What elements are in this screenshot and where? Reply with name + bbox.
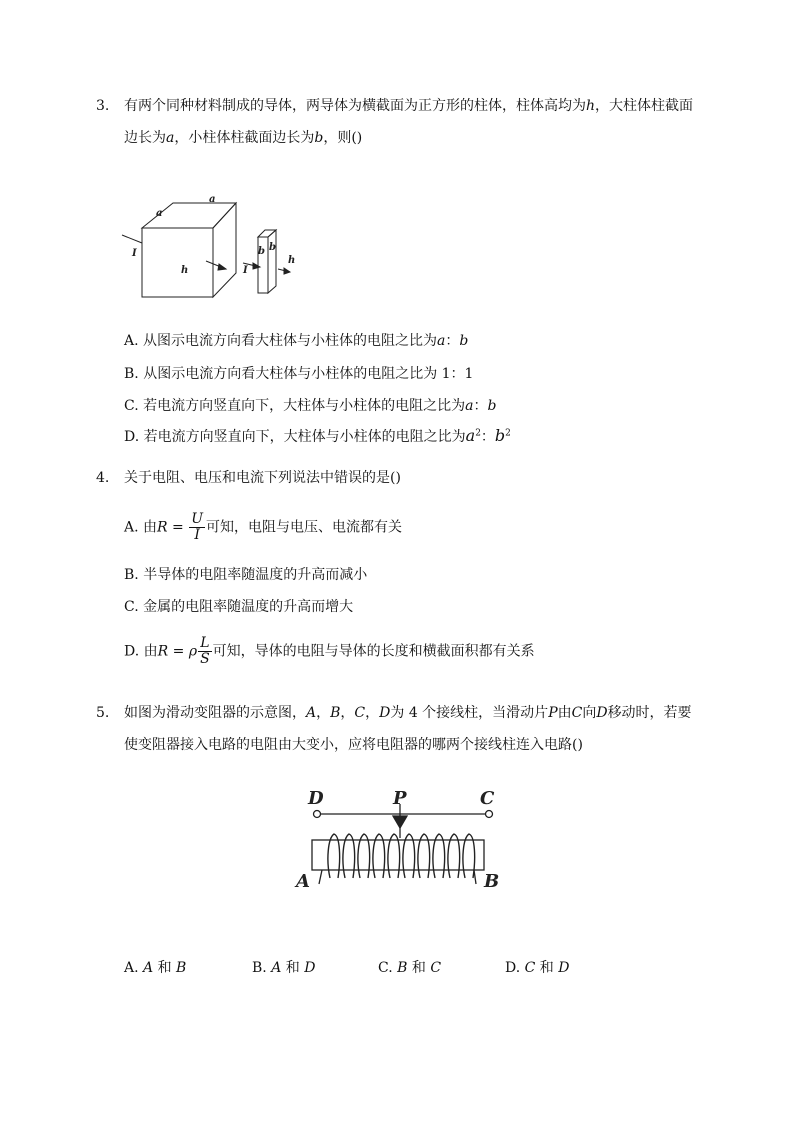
option-text: 金属的电阻率随温度的升高而增大 xyxy=(143,599,354,615)
option-and: 和 xyxy=(407,960,431,976)
q3-var-h: h xyxy=(586,98,596,114)
q5-var: A xyxy=(306,705,317,721)
fraction-denominator: I xyxy=(194,527,200,543)
option-label: B. xyxy=(252,960,267,976)
q4-option-a[interactable] xyxy=(124,512,402,543)
q4-stem: 关于电阻、电压和电流下列说法中错误的是() xyxy=(124,470,401,486)
q3-var-b: b xyxy=(314,130,324,146)
q5-stem-text: 由 xyxy=(557,705,572,721)
option-var: D xyxy=(558,960,570,976)
q5-sep: ， xyxy=(316,705,331,721)
option-text: 半导体的电阻率随温度的升高而减小 xyxy=(143,567,368,583)
option-text: 若电流方向竖直向下，大柱体与小柱体的电阻之比为 xyxy=(143,429,466,445)
rheostat-figure xyxy=(292,780,512,895)
option-and: 和 xyxy=(153,960,177,976)
q5-number: 5. xyxy=(96,705,110,721)
q5-option-c[interactable] xyxy=(378,957,441,977)
option-label: A. xyxy=(124,519,139,536)
option-var: b xyxy=(459,333,469,349)
label-b: B xyxy=(484,871,500,892)
label-h-small: h xyxy=(288,255,296,266)
option-text: 可知，电阻与电压、电流都有关 xyxy=(206,519,403,536)
option-label: C. xyxy=(378,960,393,976)
option-label: A. xyxy=(124,333,139,349)
option-label: D. xyxy=(505,960,521,976)
label-a-right: a xyxy=(209,194,216,205)
label-I-left: I xyxy=(132,248,137,259)
formula-eq: = xyxy=(168,643,189,660)
terminal-d xyxy=(314,811,321,818)
q4-number: 4. xyxy=(96,470,110,486)
arrow-head xyxy=(284,268,290,274)
q5-var: D xyxy=(379,705,391,721)
q5-var: P xyxy=(548,705,558,721)
option-label: B. xyxy=(124,366,139,382)
q4-option-c[interactable] xyxy=(124,596,353,616)
option-var: C xyxy=(430,960,442,976)
option-text: 由 xyxy=(143,519,158,536)
option-label: D. xyxy=(124,643,140,660)
small-prism-side xyxy=(268,230,276,293)
fraction-denominator: S xyxy=(200,651,210,667)
option-var: b xyxy=(487,398,497,414)
option-text: 可知，导体的电阻与导体的长度和横截面积都有关系 xyxy=(212,643,535,660)
q3-number: 3. xyxy=(96,98,110,114)
option-var: B xyxy=(176,960,187,976)
option-var: A xyxy=(271,960,282,976)
terminal-c xyxy=(486,811,493,818)
q3-stem-text: 有两个同种材料制成的导体，两导体为横截面为正方形的柱体，柱体高均为 xyxy=(124,98,586,114)
q4-option-d[interactable] xyxy=(124,636,535,667)
q3-option-d[interactable] xyxy=(124,426,511,446)
option-label: C. xyxy=(124,398,139,414)
label-c: C xyxy=(480,788,495,809)
q5-var: D xyxy=(596,705,608,721)
q5-option-b[interactable] xyxy=(252,957,315,977)
label-b-left: b xyxy=(258,246,265,257)
small-prism-top xyxy=(258,230,276,237)
formula-rho: ρ xyxy=(188,643,198,660)
option-label: B. xyxy=(124,567,139,583)
option-var: B xyxy=(397,960,408,976)
q3-option-b[interactable] xyxy=(124,363,473,383)
q4-option-b[interactable] xyxy=(124,564,367,584)
label-I-mid: I xyxy=(243,265,248,276)
option-sep: ： xyxy=(445,333,460,349)
arrow-head xyxy=(253,263,260,269)
option-label: D. xyxy=(124,429,140,445)
q3-var-a: a xyxy=(166,130,175,146)
lead-a xyxy=(319,870,322,884)
label-a-left: a xyxy=(156,208,163,219)
q3-stem-text: 边长为 xyxy=(124,130,166,146)
q3-option-a[interactable] xyxy=(124,330,468,350)
q5-stem-text: 为 4 个接线柱，当滑动片 xyxy=(390,705,549,721)
q3-stem xyxy=(124,90,709,154)
option-exp: 2 xyxy=(475,428,481,439)
label-a: A xyxy=(296,871,310,892)
option-and: 和 xyxy=(281,960,305,976)
slider-head xyxy=(393,816,407,828)
lead-b xyxy=(474,870,476,884)
option-var: b xyxy=(494,426,506,445)
formula-fraction xyxy=(198,636,212,667)
q5-sep: ， xyxy=(365,705,380,721)
option-text: 从图示电流方向看大柱体与小柱体的电阻之比为 xyxy=(143,333,438,349)
option-var: a xyxy=(465,398,474,414)
q3-stem-text: ，小柱体柱截面边长为 xyxy=(174,130,315,146)
formula-lhs: R xyxy=(157,643,169,660)
q5-var: B xyxy=(330,705,341,721)
q3-conductor-figure xyxy=(118,193,318,303)
arrow-head xyxy=(218,264,226,270)
q5-stem-text: 使变阻器接入电路的电阻由大变小，应将电阻器的哪两个接线柱连入电路() xyxy=(124,737,583,753)
q5-var: C xyxy=(354,705,366,721)
option-var: A xyxy=(143,960,154,976)
q5-option-a[interactable] xyxy=(124,957,186,977)
label-h-big: h xyxy=(181,265,189,276)
q5-stem-text: 移动时，若要 xyxy=(607,705,692,721)
option-sep: ： xyxy=(480,429,495,445)
label-b-right: b xyxy=(269,242,276,253)
label-p: P xyxy=(393,788,407,809)
q3-stem-text: ，大柱体柱截面 xyxy=(595,98,694,114)
formula-fraction xyxy=(189,512,205,543)
option-exp: 2 xyxy=(505,428,511,439)
q5-stem-text: 如图为滑动变阻器的示意图， xyxy=(124,705,306,721)
q5-var: C xyxy=(571,705,583,721)
q5-stem xyxy=(124,697,709,761)
label-d: D xyxy=(308,788,324,809)
option-and: 和 xyxy=(535,960,559,976)
option-sep: ： xyxy=(473,398,488,414)
fraction-numerator: L xyxy=(198,636,212,652)
big-cube-side xyxy=(213,203,236,297)
option-var: a xyxy=(437,333,446,349)
option-label: C. xyxy=(124,599,139,615)
big-cube-front xyxy=(142,228,213,297)
option-text: 从图示电流方向看大柱体与小柱体的电阻之比为 1：1 xyxy=(143,366,474,382)
current-arrow-left xyxy=(122,235,142,243)
option-text: 由 xyxy=(143,643,158,660)
q5-sep: ， xyxy=(340,705,355,721)
fraction-numerator: U xyxy=(191,511,204,527)
q5-option-d[interactable] xyxy=(505,957,570,977)
option-var: a xyxy=(465,426,476,445)
q3-option-c[interactable] xyxy=(124,395,496,415)
option-var: C xyxy=(524,960,536,976)
formula-lhs: R xyxy=(157,519,168,536)
formula-eq: = xyxy=(167,519,189,536)
option-label: A. xyxy=(124,960,139,976)
option-var: D xyxy=(304,960,316,976)
q5-stem-text: 向 xyxy=(582,705,597,721)
q3-stem-text: ，则() xyxy=(323,130,363,146)
option-text: 若电流方向竖直向下，大柱体与小柱体的电阻之比为 xyxy=(143,398,466,414)
